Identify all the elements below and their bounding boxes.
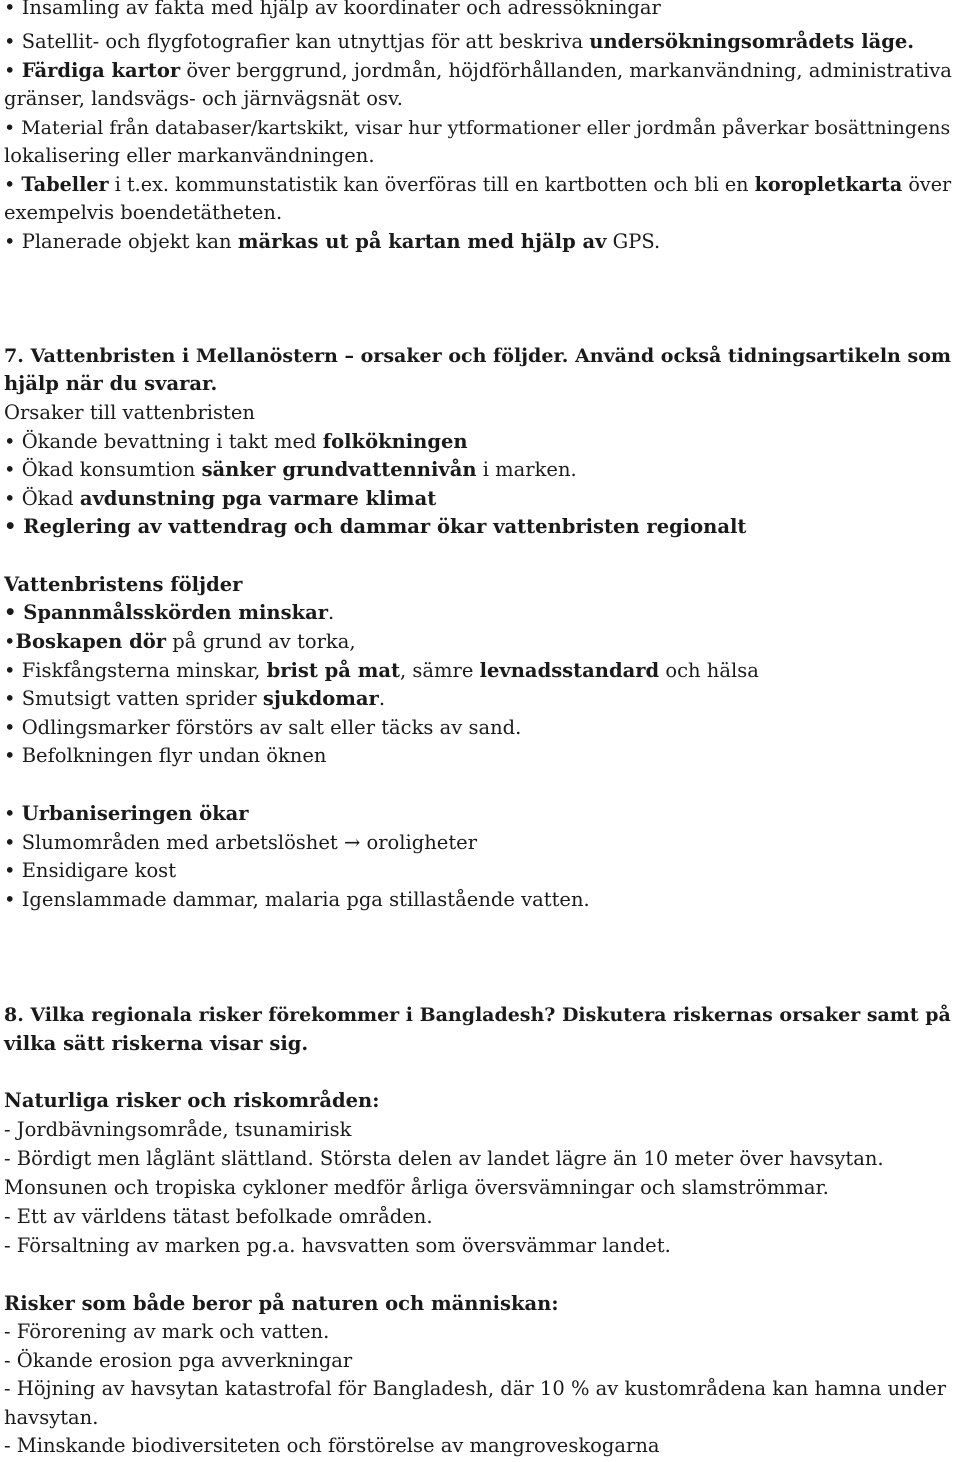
text-run: • Befolkningen flyr undan öknen [4, 744, 327, 767]
text-run: , sämre [400, 659, 480, 682]
text-run: Orsaker till vattenbristen [4, 401, 255, 424]
text-run: havsytan. [4, 1406, 99, 1429]
bold-text: Risker som både beror på naturen och människan: [4, 1292, 559, 1315]
text-run: på grund av torka, [166, 630, 356, 653]
text-run: . [328, 601, 335, 624]
text-line [4, 1347, 956, 1375]
text-run: - Minskande biodiversiteten och förstörelse av mangroveskogarna [4, 1434, 660, 1457]
bold-text: sänker grundvattennivån [201, 458, 477, 481]
text-line [4, 1001, 956, 1029]
text-run: • Ökande bevattning i takt med [4, 430, 323, 453]
text-run: • Satellit- och flygfotografier kan utnyttjas för att beskriva [4, 30, 590, 53]
text-run: - Ett av världens tätast befolkade områden. [4, 1205, 433, 1228]
text-run: • Fiskfångsterna minskar, [4, 659, 267, 682]
text-run: i marken. [476, 458, 577, 481]
text-line [4, 714, 956, 742]
text-line [4, 886, 956, 914]
bold-text: Tabeller [21, 173, 109, 196]
bold-text: 7. Vattenbristen i Mellanöstern – orsaker och följder. Använd också tidningsartikeln som [4, 345, 952, 367]
text-run: • Smutsigt vatten sprider [4, 687, 263, 710]
text-line [4, 485, 956, 513]
text-line [4, 171, 956, 199]
text-run: över [902, 173, 952, 196]
bold-text: märkas ut på kartan med hjälp av [237, 230, 607, 253]
text-run: - Jordbävningsområde, tsunamirisk [4, 1118, 352, 1141]
text-run: - Bördigt men låglänt slättland. Största delen av landet lägre än 10 meter över havsytan. [4, 1147, 884, 1170]
text-line [4, 513, 956, 541]
text-run: • Slumområden med arbetslöshet → oroligheter [4, 831, 478, 854]
text-line [4, 742, 956, 770]
text-line [4, 228, 956, 256]
text-line [4, 628, 956, 656]
text-run: • Insamling av fakta med hjälp av koordinater och adressökningar [4, 0, 661, 19]
text-line [4, 571, 956, 599]
text-line [4, 1290, 956, 1318]
text-line [4, 0, 956, 22]
bold-text: Urbaniseringen ökar [21, 802, 249, 825]
text-run: Monsunen och tropiska cykloner medför årliga översvämningar och slamströmmar. [4, 1176, 829, 1199]
text-line [4, 1432, 956, 1460]
text-run: - Förorening av mark och vatten. [4, 1320, 330, 1343]
bold-text: hjälp när du svarar. [4, 372, 218, 395]
text-run: exempelvis boendetätheten. [4, 201, 283, 224]
bold-text: folkökningen [322, 430, 468, 453]
bold-text: koropletkarta [754, 173, 903, 196]
bold-text: Färdiga kartor [21, 59, 181, 82]
text-run: • Odlingsmarker förstörs av salt eller täcks av sand. [4, 716, 522, 739]
text-line [4, 28, 956, 56]
bold-text: Boskapen dör [15, 630, 167, 653]
text-run: • Ökad [4, 487, 80, 510]
bold-text: 8. Vilka regionala risker förekommer i Bangladesh? Diskutera riskernas orsaker samt på [4, 1004, 951, 1026]
bold-text: Naturliga risker och riskområden: [4, 1089, 380, 1112]
text-line [4, 657, 956, 685]
text-run: - Ökande erosion pga avverkningar [4, 1349, 353, 1372]
text-run: gränser, landsvägs- och järnvägsnät osv. [4, 87, 403, 110]
bold-text: sjukdomar [262, 687, 379, 710]
text-line [4, 1116, 956, 1144]
text-run: • [4, 630, 16, 653]
text-line [4, 1203, 956, 1231]
text-line [4, 1232, 956, 1260]
text-line [4, 85, 956, 113]
text-line [4, 1030, 956, 1058]
text-run: • Planerade objekt kan [4, 230, 238, 253]
text-line [4, 199, 956, 227]
text-run: . [378, 687, 386, 710]
text-run: • [4, 59, 22, 82]
text-line [4, 399, 956, 427]
text-run: i t.ex. kommunstatistik kan överföras till en kartbotten och bli en [108, 173, 755, 196]
text-line [4, 114, 956, 142]
text-line [4, 57, 956, 85]
bold-text: • Reglering av vattendrag och dammar ökar vattenbristen regionalt [4, 515, 747, 538]
bold-text: vilka sätt riskerna visar sig. [4, 1032, 309, 1055]
text-run: • Material från databaser/kartskikt, visar hur ytformationer eller jordmån påverkar bosättningens [4, 117, 951, 139]
text-run: • Ökad konsumtion [4, 458, 202, 481]
text-run: och hälsa [659, 659, 759, 682]
text-line [4, 1145, 956, 1173]
bold-text: avdunstning pga varmare klimat [79, 487, 437, 510]
text-line [4, 1375, 956, 1403]
text-run: • [4, 173, 22, 196]
text-line [4, 342, 956, 370]
text-line [4, 456, 956, 484]
bold-text: undersökningsområdets läge. [589, 30, 915, 53]
text-line [4, 1318, 956, 1346]
text-run: GPS. [606, 230, 661, 253]
text-run: lokalisering eller markanvändningen. [4, 144, 375, 167]
bold-text: brist på mat [266, 659, 401, 682]
text-line [4, 800, 956, 828]
text-run: • [4, 802, 22, 825]
text-run: över berggrund, jordmån, höjdförhållanden, markanvändning, administrativa [180, 59, 952, 82]
text-run: • Igenslammade dammar, malaria pga stillastående vatten. [4, 888, 590, 911]
text-line [4, 428, 956, 456]
bold-text: levnadsstandard [479, 659, 660, 682]
text-line [4, 370, 956, 398]
text-line [4, 599, 956, 627]
text-line [4, 857, 956, 885]
text-line [4, 1174, 956, 1202]
bold-text: Vattenbristens följder [4, 573, 243, 596]
text-line [4, 829, 956, 857]
bold-text: • Spannmålsskörden minskar [4, 601, 329, 624]
text-run: - Försaltning av marken pg.a. havsvatten som översvämmar landet. [4, 1234, 671, 1257]
text-line [4, 142, 956, 170]
text-line [4, 1404, 956, 1432]
text-run: • Ensidigare kost [4, 859, 177, 882]
text-line [4, 1087, 956, 1115]
text-line [4, 685, 956, 713]
text-run: - Höjning av havsytan katastrofal för Bangladesh, där 10 % av kustområdena kan hamna under [4, 1377, 947, 1400]
